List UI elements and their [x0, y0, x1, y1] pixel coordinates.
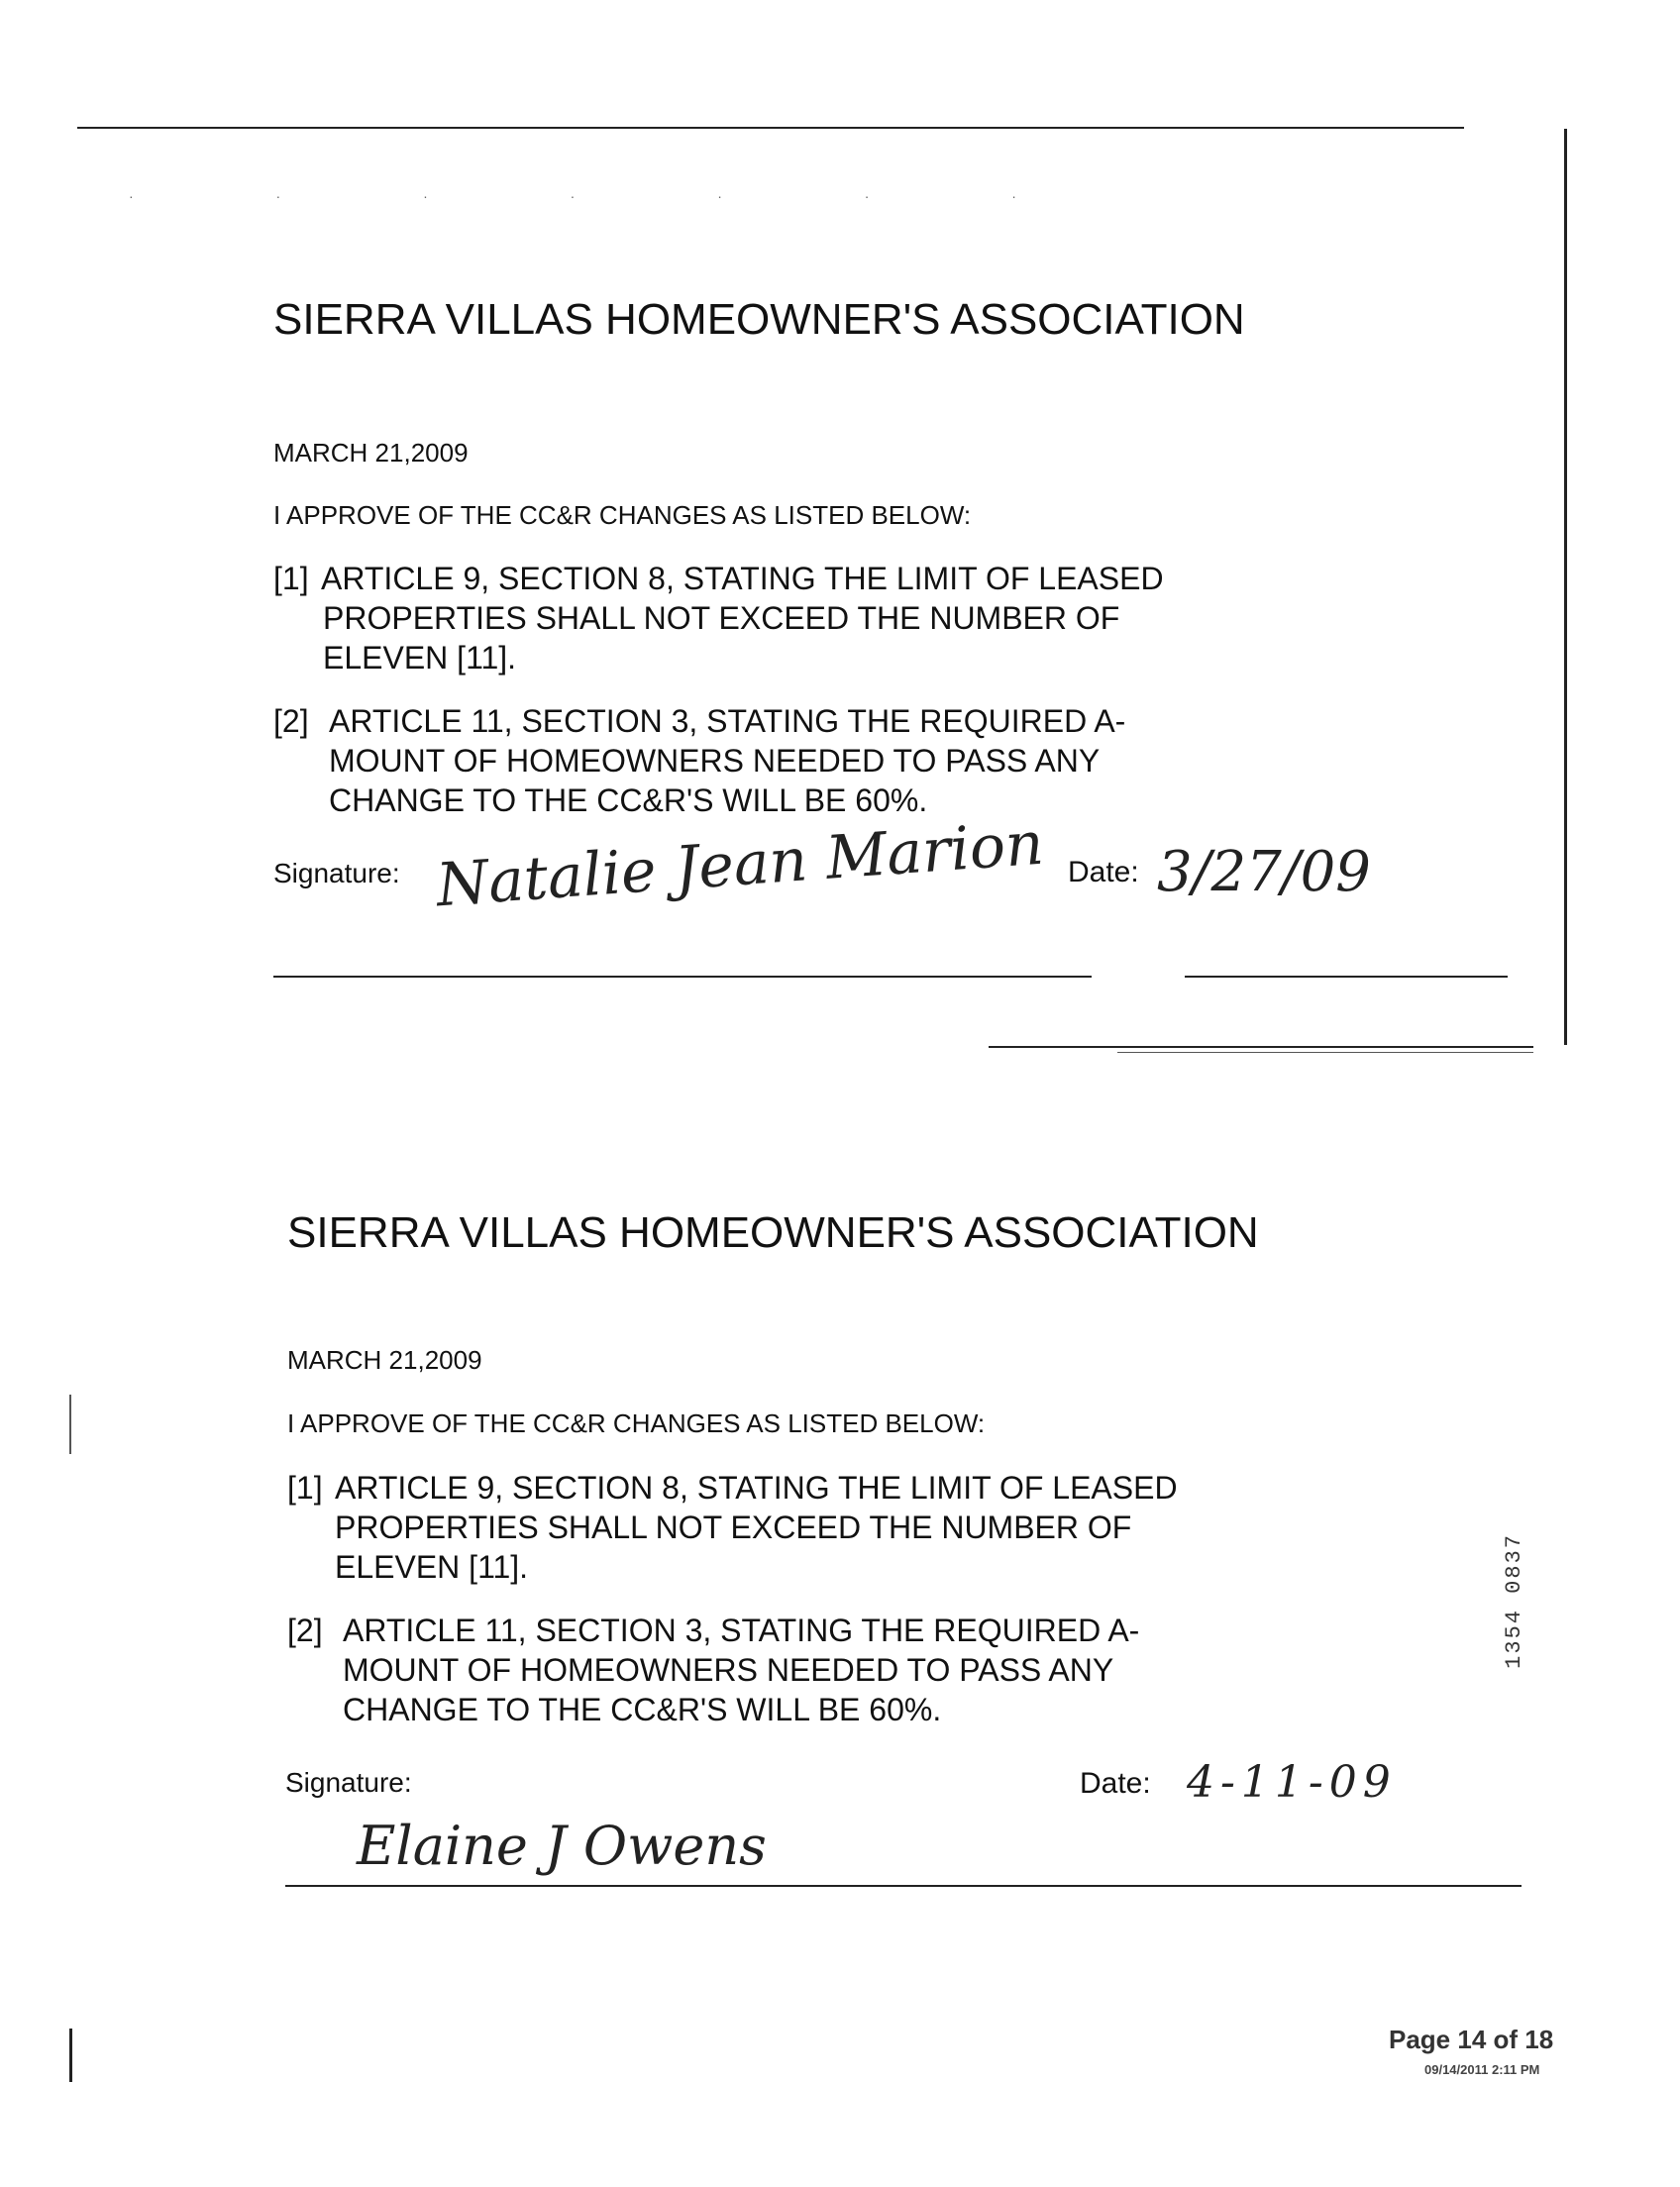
form-2-approve-text: I APPROVE OF THE CC&R CHANGES AS LISTED BELOW: — [287, 1408, 986, 1438]
form-1-item-2 — [273, 701, 1264, 830]
form-2-date-label: Date: — [1080, 1767, 1151, 1800]
form-1-bottom-border — [1117, 1052, 1533, 1053]
form-2-signature-line — [285, 1885, 1522, 1887]
form-1-signature: Natalie Jean Marion — [434, 808, 1046, 921]
item-line: MOUNT OF HOMEOWNERS NEEDED TO PASS ANY — [329, 743, 1101, 779]
form-1-date-value: 3/27/09 — [1157, 840, 1371, 904]
form-2-date-value: 4-11-09 — [1187, 1757, 1397, 1808]
form-2-item-2 — [287, 1611, 1278, 1739]
item-number: [2] — [273, 703, 309, 739]
item-line: MOUNT OF HOMEOWNERS NEEDED TO PASS ANY — [343, 1652, 1114, 1688]
form-1-title: SIERRA VILLAS HOMEOWNER'S ASSOCIATION — [273, 295, 1245, 344]
scan-dots: · · · · · · · — [129, 188, 1086, 204]
item-line: PROPERTIES SHALL NOT EXCEED THE NUMBER OF — [335, 1510, 1132, 1545]
form-1-date-line — [1185, 976, 1508, 978]
item-line: CHANGE TO THE CC&R'S WILL BE 60%. — [343, 1692, 942, 1727]
form-1-item-1 — [273, 559, 1264, 687]
form-2-item-1 — [287, 1468, 1278, 1597]
form-1-signature-line — [273, 976, 1092, 978]
item-number: [1] — [287, 1470, 323, 1506]
form-1-date: MARCH 21,2009 — [273, 438, 469, 468]
item-line: ARTICLE 11, SECTION 3, STATING THE REQUIRED A- — [329, 703, 1126, 739]
item-line: ARTICLE 9, SECTION 8, STATING THE LIMIT OF LEASED — [321, 561, 1164, 596]
form-2-date: MARCH 21,2009 — [287, 1345, 482, 1375]
page-number: Page 14 of 18 — [1389, 2025, 1554, 2054]
form-1-signature-label: Signature: — [273, 858, 400, 888]
item-line: CHANGE TO THE CC&R'S WILL BE 60%. — [329, 782, 928, 818]
item-number: [1] — [273, 561, 309, 596]
form-1-bottom-border — [989, 1046, 1533, 1048]
form-2-signature-label: Signature: — [285, 1767, 412, 1798]
left-scan-mark — [69, 1395, 71, 1454]
item-line: ARTICLE 9, SECTION 8, STATING THE LIMIT OF LEASED — [335, 1470, 1178, 1506]
right-border-line — [1564, 129, 1567, 1045]
left-scan-mark — [69, 2029, 72, 2082]
item-line: PROPERTIES SHALL NOT EXCEED THE NUMBER OF — [323, 600, 1120, 636]
form-2-title: SIERRA VILLAS HOMEOWNER'S ASSOCIATION — [287, 1208, 1259, 1257]
form-1-approve-text: I APPROVE OF THE CC&R CHANGES AS LISTED BELOW: — [273, 500, 972, 530]
top-border-line — [77, 127, 1464, 129]
item-line: ELEVEN [11]. — [335, 1549, 529, 1585]
form-1-date-label: Date: — [1068, 856, 1139, 888]
form-2-signature: Elaine J Owens — [357, 1815, 767, 1877]
item-line: ELEVEN [11]. — [323, 640, 517, 676]
page-timestamp: 09/14/2011 2:11 PM — [1424, 2062, 1540, 2077]
document-number-stamp: 1354 0837 — [1502, 1533, 1526, 1669]
item-number: [2] — [287, 1613, 323, 1648]
item-line: ARTICLE 11, SECTION 3, STATING THE REQUIRED A- — [343, 1613, 1140, 1648]
